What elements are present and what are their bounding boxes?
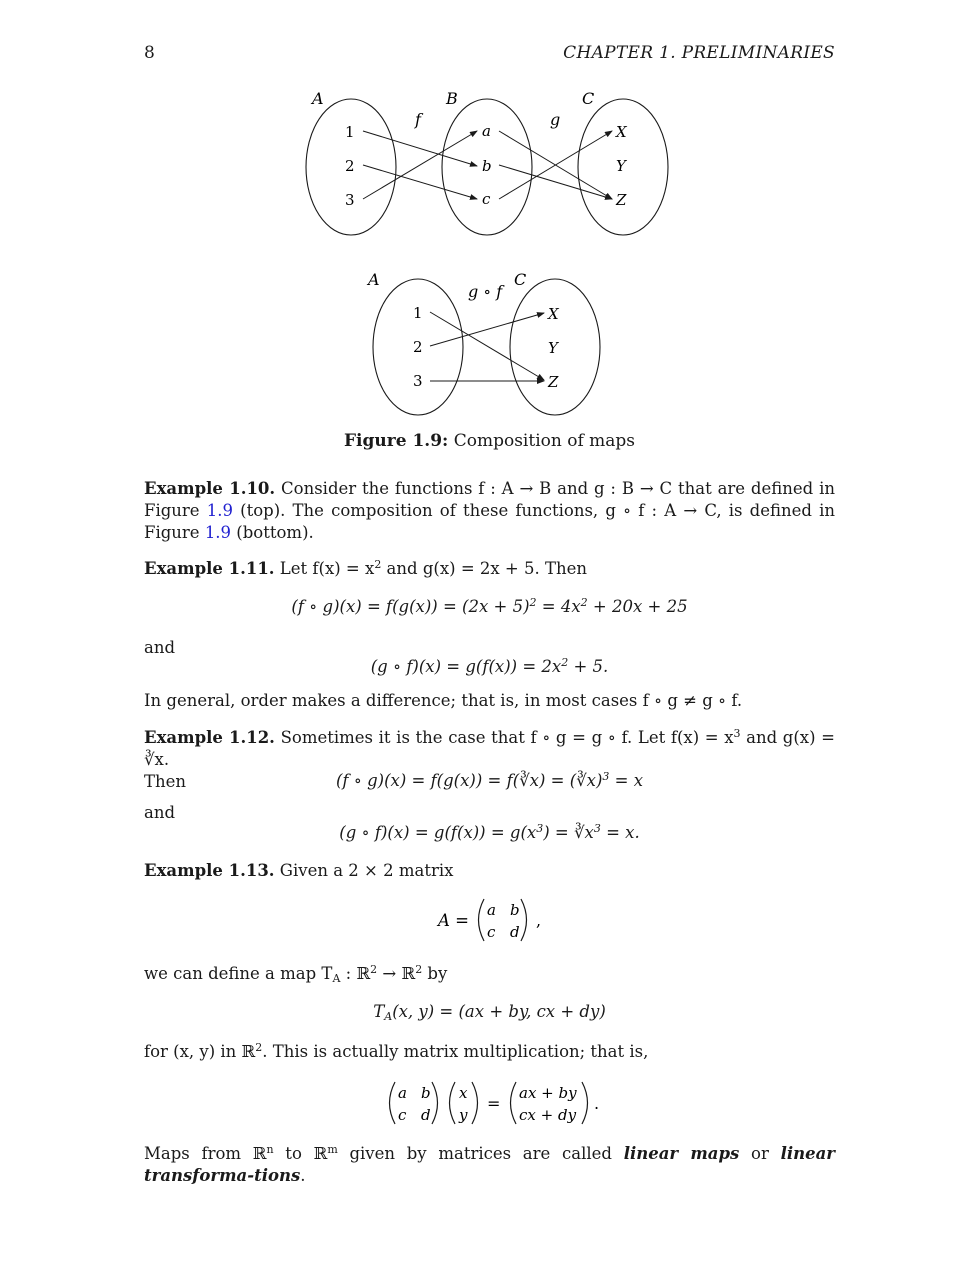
vector-entry: y (459, 1106, 468, 1124)
example-text: Then (144, 772, 187, 791)
example-text: given by matrices are called (337, 1144, 624, 1163)
example-text: Consider the functions f : A → B and g : B → C that are defined in Figure (144, 479, 835, 520)
matrix-entry: d (421, 1106, 431, 1124)
equation-text: = x. (600, 823, 640, 842)
equation-text: + 20x + 25 (587, 597, 688, 616)
equation-cube-root-2 (0, 823, 979, 842)
example-1-10 (144, 478, 835, 544)
element-Y: Y (616, 157, 626, 175)
caption-label: Figure 1.9: (343, 431, 449, 451)
arrow-3-to-a (363, 131, 477, 199)
example-text: for (x, y) in ℝ (144, 1042, 256, 1061)
matrix-entry: c (487, 923, 496, 941)
matrix-entry: c (398, 1106, 407, 1124)
map-label-g: g (550, 110, 561, 129)
matrix-entry: b (510, 901, 520, 919)
superscript: 3 (602, 770, 610, 783)
arrow-2-to-c (363, 165, 477, 199)
superscript: 3 (593, 822, 601, 835)
superscript: n (266, 1143, 274, 1156)
superscript: 2 (370, 963, 378, 976)
set-label-A: A (368, 270, 380, 289)
superscript: 2 (255, 1041, 263, 1054)
equation-text: (x, y) = (ax + by, cx + dy) (392, 1002, 606, 1021)
example-text: Let f(x) = x (279, 559, 375, 578)
element-1: 1 (345, 123, 355, 141)
matrix-entry: b (421, 1084, 431, 1102)
connector-and: and (144, 803, 176, 822)
left-paren (511, 1082, 517, 1124)
element-2: 2 (413, 338, 423, 356)
paragraph-matrix-multiplication (144, 1041, 835, 1063)
superscript: 2 (529, 596, 537, 609)
example-text: . (300, 1166, 306, 1185)
element-Y: Y (548, 339, 558, 357)
equation-text: (f ∘ g)(x) = f(g(x)) = f(∛x) = (∛x) (335, 771, 603, 790)
example-label: Example 1.10. (144, 479, 276, 498)
map-label-f: f (415, 110, 421, 129)
element-Z: Z (616, 191, 627, 209)
set-label-C: C (582, 89, 595, 108)
set-label-A: A (312, 89, 324, 108)
equation-text: ) = ∛x (543, 823, 594, 842)
example-1-11 (144, 558, 835, 580)
element-Z: Z (548, 373, 559, 391)
example-text: or (739, 1144, 781, 1163)
equation-cube-root-1 (0, 771, 979, 790)
set-label-C: C (514, 270, 527, 289)
result-entry: cx + dy (519, 1106, 577, 1124)
matrix-lhs: A = (438, 911, 469, 930)
superscript: 3 (733, 727, 741, 740)
connector-and: and (144, 638, 176, 657)
matrix-end: . (594, 1094, 600, 1113)
example-text: : ℝ (340, 964, 371, 983)
example-text: → ℝ (377, 964, 416, 983)
superscript: 2 (374, 558, 382, 571)
matrix-entry: a (487, 901, 496, 919)
equation-text: = 4x (536, 597, 581, 616)
element-b: b (482, 157, 492, 175)
example-text: by (422, 964, 448, 983)
left-paren (479, 899, 485, 941)
matrix-entry: d (510, 923, 520, 941)
example-text: and g(x) = 2x + 5. Then (381, 559, 588, 578)
matrix-entry: a (398, 1084, 407, 1102)
figure-bottom-diagram (360, 265, 620, 420)
matrix-end: , (536, 911, 542, 930)
example-text: Sometimes it is the case that f ∘ g = g ∘ f. Let f(x) = x (280, 728, 734, 747)
paragraph-linear-maps (144, 1143, 835, 1187)
set-label-B: B (446, 89, 458, 108)
right-paren (582, 1082, 588, 1124)
example-text: Maps from ℝ (144, 1144, 267, 1163)
left-paren (390, 1082, 396, 1124)
term-linear-maps: linear maps (623, 1144, 740, 1163)
example-text: Given a 2 × 2 matrix (279, 861, 454, 880)
running-head: CHAPTER 1. PRELIMINARIES (563, 43, 835, 63)
example-label: Example 1.12. (144, 728, 275, 747)
page-number: 8 (144, 43, 155, 63)
element-X: X (548, 305, 559, 323)
example-text: to ℝ (273, 1144, 328, 1163)
example-1-13 (144, 860, 835, 882)
right-paren (521, 899, 527, 941)
paragraph-order-matters: In general, order makes a difference; that is, in most cases f ∘ g ≠ g ∘ f. (144, 691, 743, 710)
superscript: 3 (536, 822, 544, 835)
arrow-1-to-Z (430, 312, 544, 380)
figure-ref-link[interactable]: 1.9 (204, 523, 232, 542)
matrix-multiplication-equation (380, 1076, 610, 1130)
arrow-1-to-b (363, 131, 477, 166)
matrix-A-equation (420, 893, 560, 947)
equation-text: T (373, 1002, 385, 1021)
superscript: 2 (415, 963, 423, 976)
element-X: X (616, 123, 627, 141)
superscript: m (327, 1143, 338, 1156)
right-paren (472, 1082, 478, 1124)
example-text: and g(x) = ∛x. (144, 728, 836, 769)
element-2: 2 (345, 157, 355, 175)
equation-text: (g ∘ f)(x) = g(f(x)) = 2x (370, 657, 562, 676)
example-text: (top). The composition of these functions, g ∘ f : A → C, is defined in Figure (144, 501, 835, 542)
figure-caption (0, 431, 979, 451)
element-1: 1 (413, 304, 423, 322)
equation-text: + 5. (568, 657, 609, 676)
left-paren (450, 1082, 456, 1124)
figure-ref-link[interactable]: 1.9 (206, 501, 233, 520)
equation-g-compose-f (0, 657, 979, 676)
superscript: 2 (580, 596, 588, 609)
figure-top-diagram (290, 85, 690, 240)
element-3: 3 (413, 372, 423, 390)
equation-f-compose-g (0, 597, 979, 616)
example-text: . This is actually matrix multiplication; that is, (262, 1042, 649, 1061)
element-3: 3 (345, 191, 355, 209)
element-a: a (482, 122, 491, 140)
element-c: c (482, 190, 491, 208)
paragraph-define-map (144, 963, 835, 985)
map-label-g-compose-f: g ∘ f (468, 282, 503, 301)
equation-text: (g ∘ f)(x) = g(f(x)) = g(x (339, 823, 537, 842)
vector-entry: x (459, 1084, 468, 1102)
arrow-2-to-X (430, 313, 544, 346)
arrow-b-to-Z (499, 165, 612, 199)
superscript: 2 (561, 656, 569, 669)
term-linear-transformations: linear transforma-tions (144, 1144, 835, 1185)
equation-text: = x (609, 771, 644, 790)
result-entry: ax + by (519, 1084, 577, 1102)
subscript: A (332, 972, 341, 985)
example-label: Example 1.11. (144, 559, 275, 578)
example-text: (bottom). (231, 523, 314, 542)
right-paren (432, 1082, 438, 1124)
example-label: Example 1.13. (144, 861, 275, 880)
subscript: A (384, 1010, 393, 1023)
equation-text: (f ∘ g)(x) = f(g(x)) = (2x + 5) (291, 597, 530, 616)
equals-sign: = (487, 1094, 501, 1113)
equation-TA (0, 1002, 979, 1021)
example-text: we can define a map T (144, 964, 333, 983)
caption-text: Composition of maps (453, 431, 636, 451)
